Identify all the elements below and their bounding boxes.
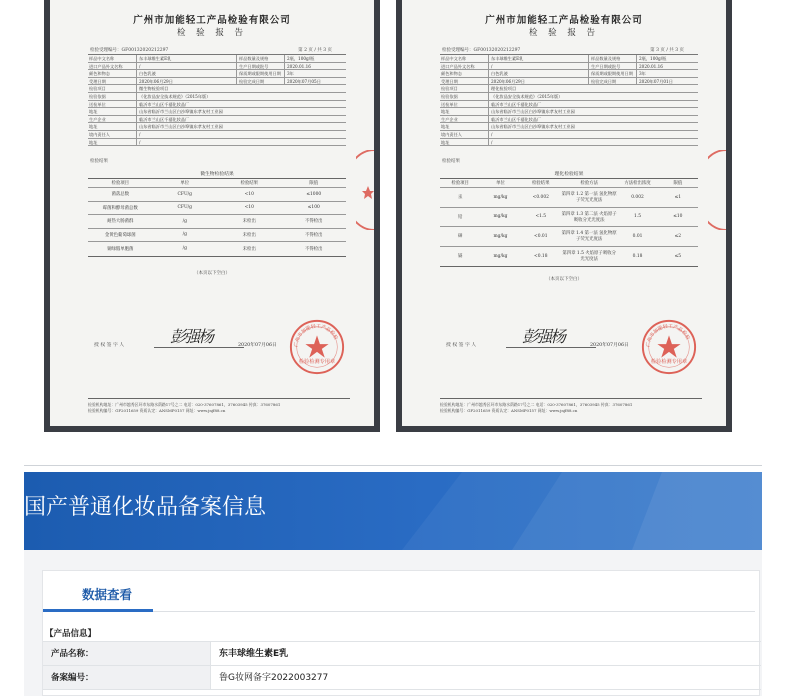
table-row [43,666,761,690]
info-value: 2020年06月29日 [488,78,588,85]
result-header-row [440,179,698,188]
result-table-title: 微生物检验结果 [200,172,234,177]
info-value: / [488,63,588,70]
result-cell: mg/kg [493,194,508,200]
result-cell: 0.002 [631,194,644,200]
info-row [88,108,346,116]
info-row [440,139,698,147]
signatory-label: 授 权 签 字 人 [446,343,477,348]
info-row [440,108,698,116]
result-cell: ≤2 [674,233,682,239]
result-cell: 第四章 1.4 第一法 氢化物原子荧光光度法 [561,231,617,243]
result-row [440,247,698,267]
red-inspection-seal [288,318,346,376]
report-paper [50,0,374,426]
report-paper [402,0,726,426]
result-header-cell: 检验项目 [111,181,130,186]
info-value: / [488,139,698,146]
edge-seal-fragment [708,150,726,230]
sign-date: 2020年07月06日 [238,343,277,348]
info-value: 2020.01.16 [284,63,346,70]
result-header-cell: 检验项目 [451,181,469,186]
footer-line: 检验机构地址：广州市越秀区环市东路水荫路17号之二 电话：020-37607861，37603945 传真：37607861 [88,402,281,407]
result-cell: 0.18 [632,253,643,259]
signature-line [506,347,596,348]
result-cell: mg/kg [493,233,508,239]
result-label: 检验结果 [90,159,108,164]
info-row [88,123,346,131]
product-info-table [43,641,761,690]
info-row [440,116,698,124]
result-cell: 1.5 [634,214,642,220]
seal-caption: 检验检测专用章 [650,359,688,365]
result-cell: 镉 [457,254,463,260]
info-value: 3年 [636,70,698,77]
info-label: 地址 [441,139,450,145]
handwritten-signature: 彭强杨 [170,327,213,346]
info-value: 2020年07月05日 [284,78,346,85]
info-row [88,101,346,109]
result-cell: mg/kg [493,214,508,220]
result-cell: 第四章 1.2 第一法 氢化物原子荧光光度法 [561,192,617,204]
info-value: 临沂市兰山区千禧化妆品厂 [488,101,698,108]
report-number: 检验受理编号：GF00132020212297 [90,48,169,53]
info-row [440,55,698,63]
test-report-photo-page-2 [44,0,380,432]
info-label: 送检单位 [441,101,458,107]
handwritten-signature: 彭强杨 [522,327,565,346]
result-cell: ≤1 [674,194,682,200]
result-cell: mg/kg [493,253,508,259]
signature-line [154,347,244,348]
info-value: 白色乳液 [136,70,236,77]
result-row [88,202,346,216]
footer-line: 检验机构编号：GF2011659 资质认定：ANSMP0157 网址：www.jnjf88.cn [88,408,226,413]
info-value: 山东省临沂市兰山区白沙埠镇东孝友村工业园 [488,108,698,115]
info-row [440,70,698,78]
result-cell: /g [182,232,187,238]
result-row [440,227,698,247]
info-label: 生产日期或批号 [236,63,284,70]
info-label: 样品数量及规格 [588,55,636,62]
info-row [88,85,346,93]
active-tab-indicator [43,609,153,612]
seal-caption: 检验检测专用章 [298,359,336,365]
result-cell: ≤10 [673,214,683,220]
svg-text:广州市加能轻工产品检验: 广州市加能轻工产品检验 [294,324,338,348]
report-page-number: 第 2 页 / 共 3 页 [298,48,332,53]
red-inspection-seal [640,318,698,376]
result-header-cell: 限值 [673,181,683,186]
info-label: 境内责任人 [441,131,462,137]
info-value: 2瓶，100g/瓶 [636,55,698,62]
row-label: 备案编号： [43,666,211,689]
report-company-name: 广州市加能轻工产品检验有限公司 [485,15,643,26]
info-row [440,131,698,139]
result-cell: ≤1000 [306,191,322,197]
info-label: 颜色和物态 [89,71,110,77]
report-footer [440,398,702,414]
result-cell: 不得检出 [304,219,323,225]
info-label: 检验依据 [89,93,106,99]
info-label: 颜色和物态 [441,71,462,77]
data-panel [24,550,762,696]
info-label: 样品数量及规格 [236,55,284,62]
info-label: 地址 [441,109,450,115]
info-value: 临沂市兰山区千禧化妆品厂 [136,116,346,123]
info-label: 进口产品外文名称 [89,63,123,69]
info-label: 送检单位 [89,101,106,107]
info-value: 2020年07月01日 [636,78,698,85]
info-label: 地址 [441,124,450,130]
table-row [43,642,761,666]
physicochemical-result-table [440,178,698,267]
result-cell: 菌落总数 [111,192,130,198]
result-cell: 未检出 [242,219,256,225]
sample-info-table [440,54,698,146]
info-row [88,116,346,124]
info-value: 东丰球维生素E乳 [488,55,588,62]
result-cell: 铜绿假单胞菌 [107,246,134,252]
result-cell: 耐热大肠菌群 [107,219,134,225]
report-number: 检验受理编号：GF00132020212297 [442,48,521,53]
info-label: 境内责任人 [89,131,110,137]
sign-date: 2020年07月06日 [590,343,629,348]
result-header-cell: 检验结果 [531,181,550,186]
info-label: 地址 [89,124,98,130]
result-row [88,242,346,256]
signatory-label: 授 权 签 字 人 [94,343,125,348]
banner-title: 国产普通化妆品备案信息 [24,495,267,520]
result-header-cell: 单位 [180,181,190,186]
banner-decoration [342,472,762,550]
section-product-info: 【产品信息】 [45,629,97,639]
filing-info-banner [24,472,762,550]
report-page-number: 第 3 页 / 共 3 页 [650,48,684,53]
info-row [440,63,698,71]
info-value: 山东省临沂市兰山区白沙埠镇东孝友村工业园 [136,123,346,130]
result-cell: <10 [244,205,254,211]
info-row [440,93,698,101]
result-cell: <0.01 [534,233,548,239]
result-header-cell: 方法检出浓度 [624,181,651,186]
result-cell: 霉菌和酵母菌总数 [102,205,138,211]
info-value: 2瓶，100g/瓶 [284,55,346,62]
result-cell: 砷 [457,234,463,240]
info-value: 山东省临沂市兰山区白沙埠镇东孝友村工业园 [136,108,346,115]
result-cell: CFU/g [177,205,192,211]
result-header-cell: 检验方法 [580,181,598,186]
result-row [88,229,346,243]
row-label: 产品名称： [43,642,211,665]
result-table-title: 理化检验结果 [554,172,584,177]
result-row [440,208,698,228]
info-value: 理化检验项目 [488,85,698,92]
info-label: 进口产品外文名称 [441,63,475,69]
info-label: 地址 [89,139,98,145]
report-title: 检 验 报 告 [176,28,248,38]
sample-info-table [88,54,346,146]
svg-text:广州市加能轻工产品检验: 广州市加能轻工产品检验 [646,324,690,348]
result-row [440,188,698,208]
info-label: 检验依据 [441,93,458,99]
result-cell: 金黄色葡萄球菌 [104,232,136,238]
info-label: 生产企业 [441,116,458,122]
info-value: 《化妆品安全技术规范》（2015年版） [488,93,698,100]
result-cell: 0.01 [632,233,643,239]
result-cell: 第四章 1.3 第二法 火焰原子吸收分光光度法 [561,211,617,223]
info-label: 检验项目 [441,86,458,92]
info-label: 样品中文名称 [89,56,115,61]
result-cell: 第四章 1.5 火焰原子吸收分光光度法 [562,251,616,263]
product-name-value: 东丰球维生素E乳 [219,649,289,659]
info-row [88,139,346,147]
info-value: 东丰球维生素E乳 [136,55,236,62]
info-row [440,85,698,93]
edge-seal-fragment [356,150,374,230]
info-value: / [136,131,346,138]
footer-line: 检验机构编号：GF2011659 资质认定：ANSMP0157 网址：www.jnjf88.cn [440,408,578,413]
info-label: 受理日期 [89,78,106,84]
info-label: 地址 [89,109,98,115]
result-cell: <10 [244,191,254,197]
report-company-name: 广州市加能轻工产品检验有限公司 [133,15,291,26]
result-cell: ≤5 [674,253,682,259]
info-label: 生产企业 [89,116,106,122]
info-row [440,123,698,131]
info-label: 检验完成日期 [236,78,284,85]
info-value: 临沂市兰山区千禧化妆品厂 [136,101,346,108]
info-value: 山东省临沂市兰山区白沙埠镇东孝友村工业园 [488,123,698,130]
result-cell: <1.5 [535,214,547,220]
result-cell: CFU/g [177,191,192,197]
tab-data-view[interactable]: 数据查看 [81,587,132,602]
info-label: 检验项目 [89,86,106,92]
result-cell: 未检出 [242,232,256,238]
result-cell: 未检出 [242,246,256,252]
info-value: 白色乳液 [488,70,588,77]
result-cell: <0.18 [534,253,548,259]
info-label: 受理日期 [441,78,458,84]
microbial-result-table [88,178,346,257]
info-value: / [136,63,236,70]
info-label: 保质期或限期使用日期 [588,70,636,77]
info-value: / [488,131,698,138]
blank-below-note: （本页以下空白） [546,277,582,282]
info-row [88,93,346,101]
result-cell: 不得检出 [304,232,323,238]
info-label: 检验完成日期 [588,78,636,85]
report-footer [88,398,350,414]
info-label: 生产日期或批号 [588,63,636,70]
blank-below-note: （本页以下空白） [194,271,230,276]
result-label: 检验结果 [442,159,460,164]
info-row [88,70,346,78]
result-row [88,215,346,229]
result-header-cell: 限值 [309,181,319,186]
report-title: 检 验 报 告 [528,28,600,38]
info-row [88,131,346,139]
result-row [88,188,346,202]
result-header-row [88,179,346,188]
result-cell: /g [182,218,187,224]
filing-number-value: 鲁G妆网备字2022003277 [219,673,329,683]
info-value: 2020.01.16 [636,63,698,70]
info-row [88,63,346,71]
result-cell: 不得检出 [304,246,323,252]
result-cell: ≤100 [307,205,320,211]
info-value: 《化妆品安全技术规范》（2015年版） [136,93,346,100]
info-value: 临沂市兰山区千禧化妆品厂 [488,116,698,123]
info-value: / [136,139,346,146]
info-row [440,78,698,86]
info-label: 样品中文名称 [441,56,467,61]
result-cell: 铅 [457,214,463,220]
result-header-cell: 检验结果 [240,181,259,186]
info-row [440,101,698,109]
info-label: 保质期或限期使用日期 [236,70,284,77]
info-value: 微生物检验项目 [136,85,346,92]
result-cell: 汞 [457,195,463,201]
info-row [88,55,346,63]
info-value: 3年 [284,70,346,77]
result-cell: <0.002 [532,194,549,200]
footer-line: 检验机构地址：广州市越秀区环市东路水荫路17号之二 电话：020-37607861，37603945 传真：37607861 [440,402,633,407]
data-card [42,570,760,696]
test-report-photo-page-3 [396,0,732,432]
result-header-cell: 单位 [496,181,505,186]
section-divider [24,465,762,466]
info-value: 2020年06月29日 [136,78,236,85]
result-cell: /g [182,246,187,252]
info-row [88,78,346,86]
